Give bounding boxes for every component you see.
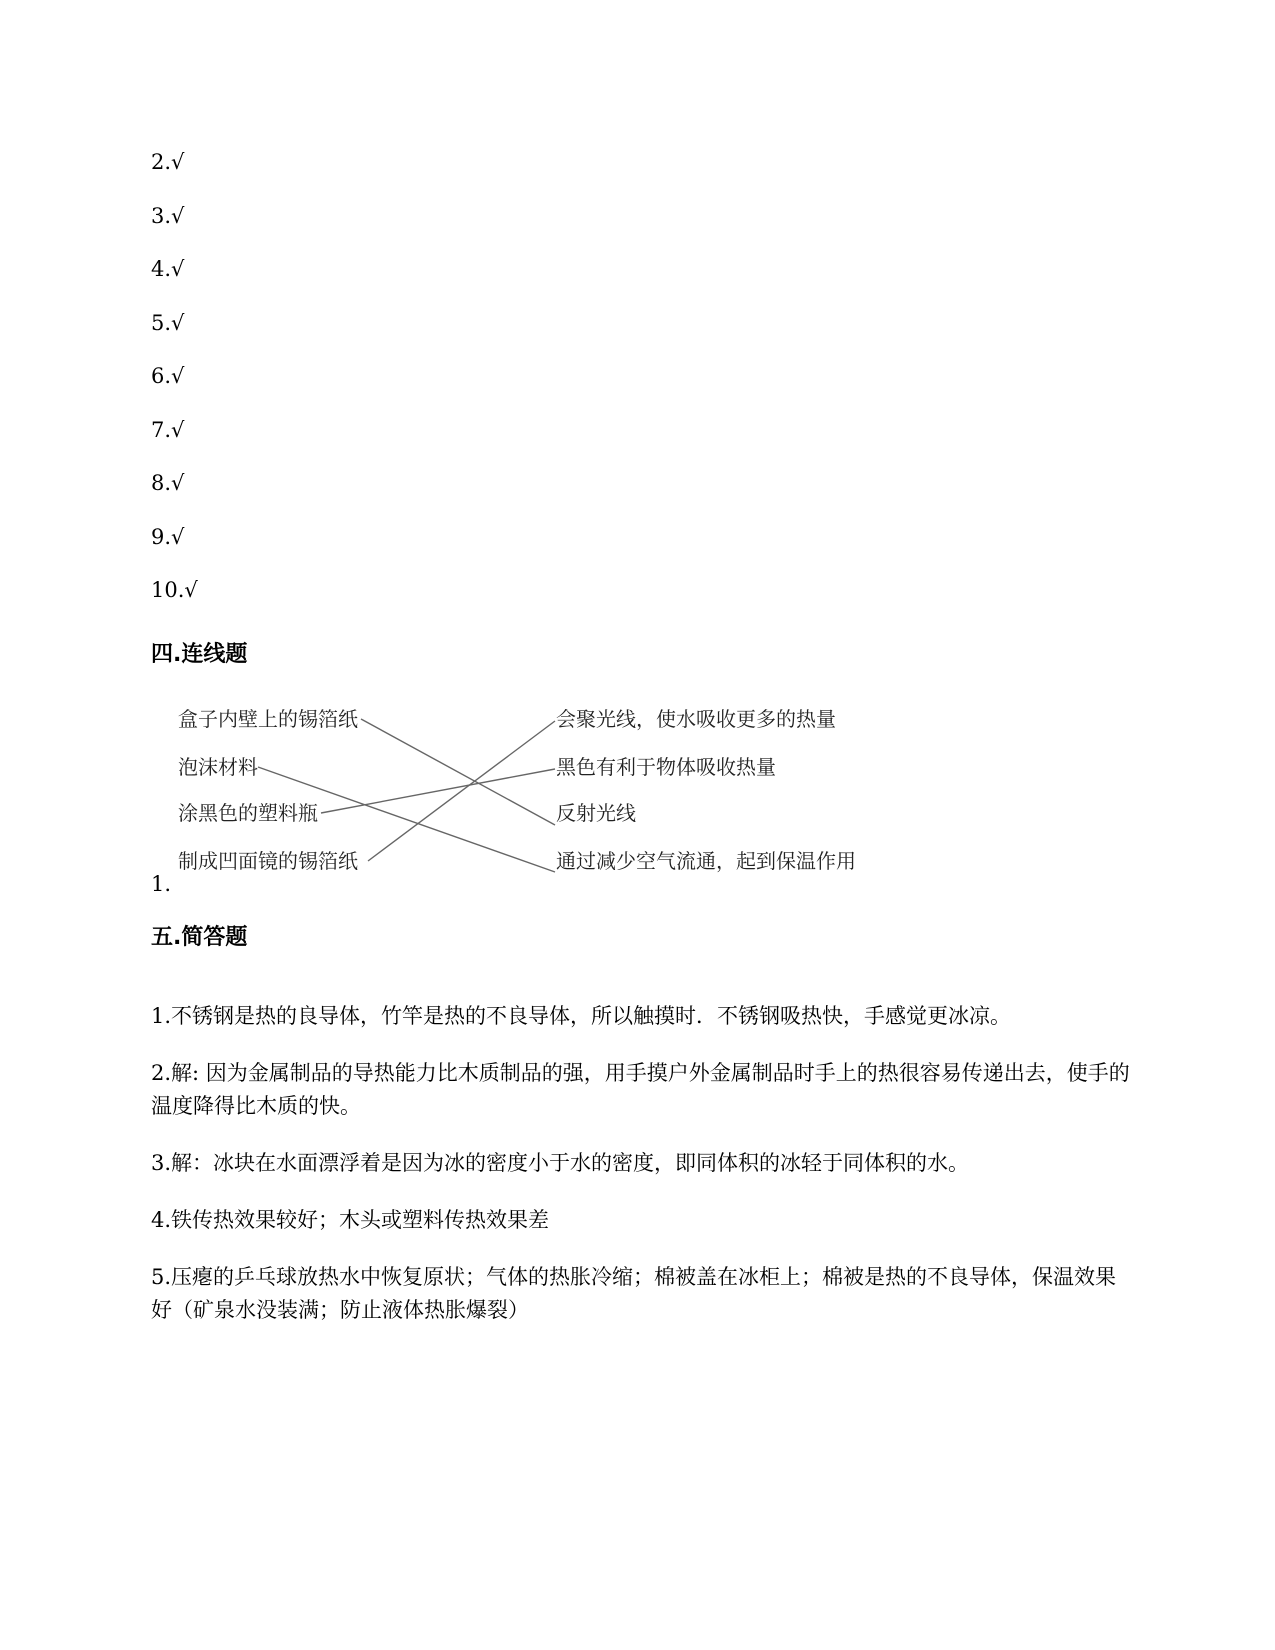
match-right-item: 黑色有利于物体吸收热量 — [556, 755, 776, 779]
match-right-item: 会聚光线，使水吸收更多的热量 — [556, 707, 836, 731]
answer-line: 8.√ — [151, 471, 185, 495]
true-false-answers — [151, 147, 198, 629]
answer-line: 4.√ — [151, 257, 185, 281]
section-heading-matching: 四.连线题 — [151, 642, 248, 667]
short-answer: 4.铁传热效果较好；木头或塑料传热效果差 — [151, 1208, 550, 1232]
short-answer: 2.解: 因为金属制品的导热能力比木质制品的强，用手摸户外金属制品时手上的热很容易传递出去，使手的温度降得比木质的快。 — [151, 1061, 1130, 1118]
short-answer-list — [151, 1000, 1131, 1351]
answer-line: 6.√ — [151, 364, 185, 388]
matching-diagram — [178, 702, 918, 902]
short-answer: 3.解：冰块在水面漂浮着是因为冰的密度小于水的密度，即同体积的冰轻于同体积的水。 — [151, 1151, 970, 1175]
short-answer: 1.不锈钢是热的良导体，竹竿是热的不良导体，所以触摸时．不锈钢吸热快，手感觉更冰凉。 — [151, 1004, 1012, 1028]
match-line — [361, 719, 555, 825]
match-left-item: 涂黑色的塑料瓶 — [178, 801, 318, 825]
match-line — [368, 721, 555, 861]
answer-line: 3.√ — [151, 203, 185, 228]
match-left-item: 泡沫材料 — [178, 755, 258, 779]
short-answer: 5.压瘪的乒乓球放热水中恢复原状；气体的热胀冷缩；棉被盖在冰柜上；棉被是热的不良导体，保温效果好（矿泉水没装满；防止液体热胀爆裂） — [151, 1265, 1117, 1322]
match-left-item: 盒子内壁上的锡箔纸 — [178, 707, 358, 731]
match-right-item: 反射光线 — [556, 801, 636, 825]
answer-line: 10.√ — [151, 578, 198, 602]
match-left-item: 制成凹面镜的锡箔纸 — [178, 849, 358, 873]
matching-item-number: 1. — [151, 872, 172, 896]
answer-line: 2.√ — [151, 150, 185, 174]
answer-line: 9.√ — [151, 524, 185, 549]
match-right-item: 通过减少空气流通，起到保温作用 — [556, 849, 856, 873]
answer-line: 7.√ — [151, 417, 185, 442]
section-heading-short-answer: 五.简答题 — [151, 925, 248, 950]
answer-line: 5.√ — [151, 310, 185, 335]
